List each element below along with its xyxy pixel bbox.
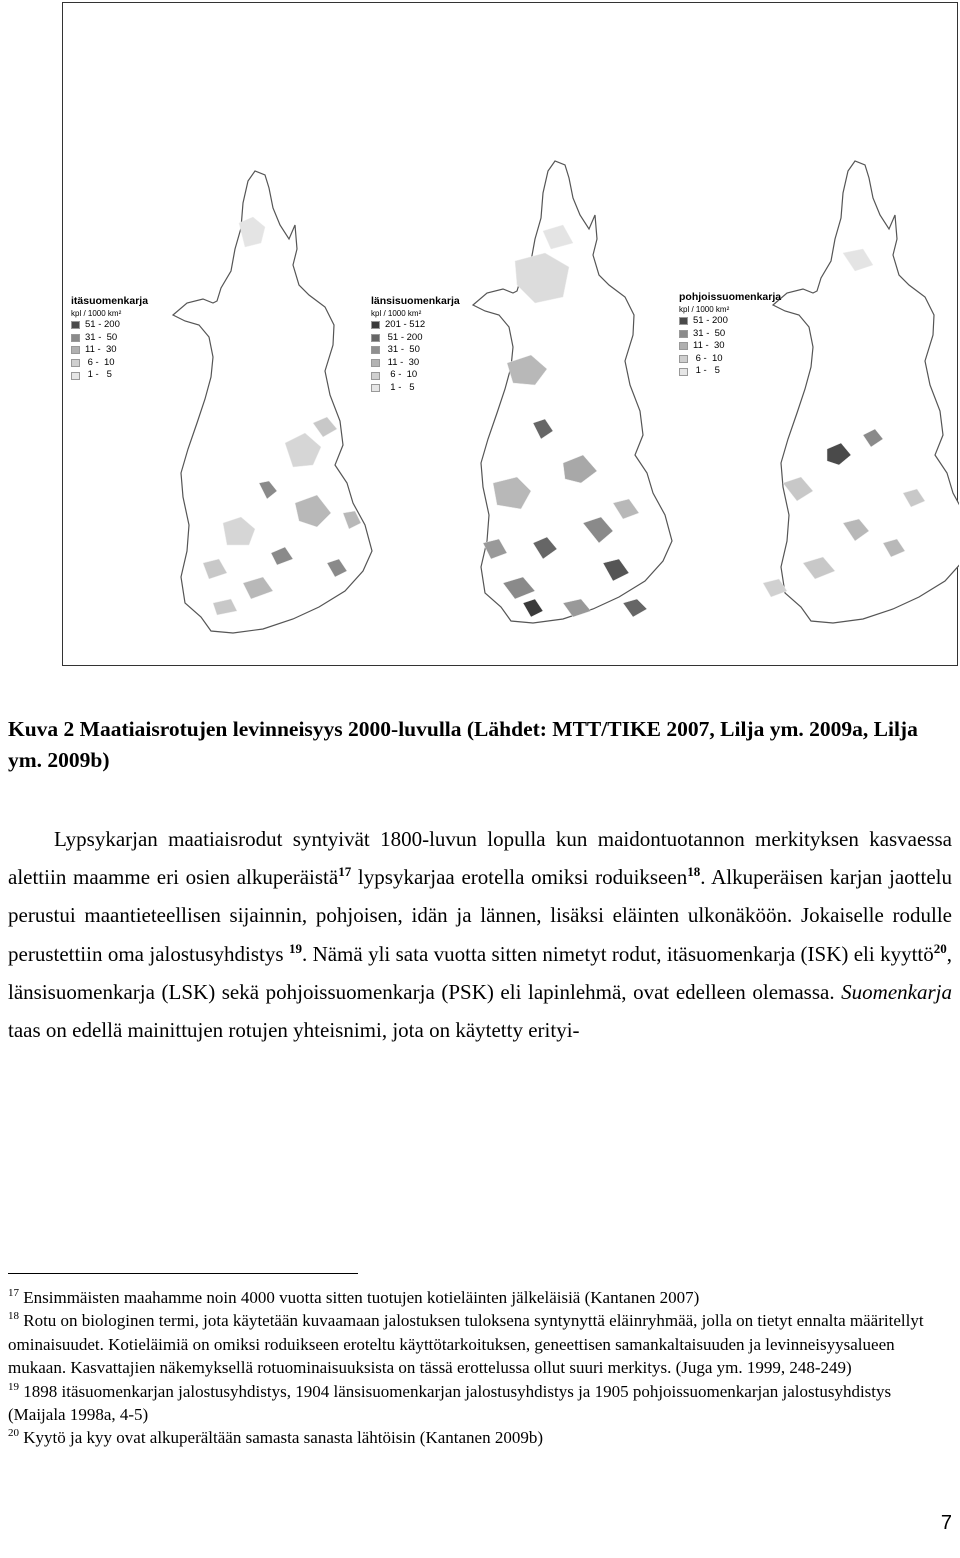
legend-class xyxy=(371,382,460,395)
footnotes xyxy=(8,1286,952,1450)
legend-class-label: 6 - 10 xyxy=(85,356,115,368)
legend-swatch xyxy=(679,330,688,338)
text-run: lypsykarjaa erotella omiksi roduikseen xyxy=(351,865,688,890)
legend-swatch xyxy=(371,372,380,380)
legend-unit: kpl / 1000 km² xyxy=(371,309,422,318)
distribution-maps-figure xyxy=(62,2,958,666)
legend-class-label: 11 - 30 xyxy=(693,340,725,352)
legend-title: pohjoissuomenkarja xyxy=(679,291,782,303)
legend-class xyxy=(71,357,148,370)
legend-class xyxy=(679,365,781,378)
legend-class-label: 6 - 10 xyxy=(385,369,418,381)
legend-swatch xyxy=(371,384,380,392)
legend-swatch xyxy=(71,346,80,354)
legend-swatch xyxy=(679,317,688,325)
footnote-ref: 17 xyxy=(338,864,352,880)
footnote-ref: 20 xyxy=(933,940,947,956)
footnote xyxy=(8,1380,952,1427)
footnote xyxy=(8,1426,952,1449)
legend-swatch xyxy=(371,334,380,342)
legend-class xyxy=(71,369,148,382)
legend-class xyxy=(679,328,781,341)
footnote-number: 18 xyxy=(8,1310,19,1323)
footnote xyxy=(8,1286,952,1309)
footnote-number: 17 xyxy=(8,1287,19,1299)
legend-class-label: 31 - 50 xyxy=(693,327,726,339)
legend-class-label: 31 - 50 xyxy=(85,331,118,343)
legend-class xyxy=(679,340,781,353)
legend-class-label: 51 - 200 xyxy=(385,331,423,343)
legend-swatch xyxy=(679,342,688,350)
footnote-text: 1898 itäsuomenkarjan jalostusyhdistys, 1904 länsisuomenkarjan jalostusyhdistys ja 1905 pohjoissuomenkarjan jalostusyhdistys (Maijala 1998a, 4-5) xyxy=(8,1381,892,1425)
legend-swatch xyxy=(371,346,380,354)
footnote-ref: 18 xyxy=(687,864,701,880)
figure-caption: Kuva 2 Maatiaisrotujen levinneisyys 2000-luvulla (Lähdet: MTT/TIKE 2007, Lilja ym. 2009a, Lilja ym. 2009b) xyxy=(8,717,918,772)
footnote-rule xyxy=(8,1273,358,1274)
legend-class-label: 201 - 512 xyxy=(385,319,426,330)
footnote-text: Rotu on biologinen termi, jota käytetään kuvaamaan jalostuksen tuloksena syntynyttä eläinryhmää, jolla on tietyt ennalta määritellyt ominaisuudet. Kotieläimiä on omiksi roduikseen eroteltu käyttötarkoituksen, geneettisen samankaltaisuuden ja levinneisyysalueen mukaan. Kasvattajien näkemyksellä rotuominaisuuksista on tässä erottelussa ollut suuri merkitys. (Juga ym. 1999, 248-249) xyxy=(8,1311,924,1378)
legend-class xyxy=(371,357,460,370)
map-lansisuomenkarja xyxy=(473,161,672,623)
legend-class-label: 51 - 200 xyxy=(693,315,728,326)
footnote xyxy=(8,1309,952,1379)
footnote-text: Kyytö ja kyy ovat alkuperältään samasta sanasta lähtöisin (Kantanen 2009b) xyxy=(23,1428,544,1448)
footnote-ref: 19 xyxy=(288,940,302,956)
text-run: Lypsykarjan maatiaisrodut syntyivät 1800-luvun lopulla kun maidontuotannon merkityksen kasvaessa alettiin maamme eri osien alkuperäistä xyxy=(8,827,952,890)
legend-title: länsisuomenkarja xyxy=(371,295,460,307)
legend-class-label: 51 - 200 xyxy=(85,319,120,330)
legend-class xyxy=(71,344,148,357)
legend-title: itäsuomenkarja xyxy=(71,295,149,307)
body-text xyxy=(8,820,952,1049)
legend-class xyxy=(371,344,460,357)
legend-lansisuomenkarja xyxy=(371,295,460,395)
page-number: 7 xyxy=(940,1512,952,1534)
legend-swatch xyxy=(679,355,688,363)
legend-class-label: 1 - 5 xyxy=(85,369,112,381)
legend-class xyxy=(679,353,781,366)
legend-pohjoissuomenkarja xyxy=(679,291,781,378)
legend-class xyxy=(71,319,148,332)
legend-swatch xyxy=(71,359,80,367)
legend-class-label: 31 - 50 xyxy=(385,344,420,356)
map-pohjoissuomenkarja xyxy=(763,161,959,623)
legend-class-label: 1 - 5 xyxy=(385,381,415,393)
legend-class xyxy=(71,332,148,345)
text-run: . Alkuperäisen karjan jaottelu perustui maantieteellisen sijainnin, pohjoisen, idän ja lännen, lisäksi eläinten ulkonäköön. Jokaiselle rodulle perustettiin oma jalostusyhdistys xyxy=(8,865,952,966)
legend-swatch xyxy=(71,334,80,342)
italic-term: Suomenkarja xyxy=(841,979,952,1004)
footnote-number: 19 xyxy=(8,1380,19,1393)
text-run: . Nämä yli sata vuotta sitten nimetyt rodut, itäsuomenkarja (ISK) eli kyyttö xyxy=(301,941,934,966)
finland-maps-svg xyxy=(63,3,959,667)
footnote-number: 20 xyxy=(8,1427,19,1440)
legend-swatch xyxy=(371,321,380,329)
legend-unit: kpl / 1000 km² xyxy=(71,309,122,318)
paragraph xyxy=(8,820,952,1049)
legend-class-label: 6 - 10 xyxy=(693,352,723,364)
legend-class xyxy=(371,369,460,382)
text-run: , länsisuomenkarja (LSK) sekä pohjoissuomenkarja (PSK) eli lapinlehmä, ovat edelleen olemassa. xyxy=(8,941,953,1004)
text-run: taas on edellä mainittujen rotujen yhteisnimi, jota on käytetty erityi- xyxy=(8,1018,580,1043)
legend-class xyxy=(679,315,781,328)
legend-class-label: 11 - 30 xyxy=(385,356,420,368)
legend-swatch xyxy=(71,372,80,380)
legend-swatch xyxy=(371,359,380,367)
legend-class-label: 1 - 5 xyxy=(693,365,720,377)
legend-class xyxy=(371,332,460,345)
footnote-text: Ensimmäisten maahamme noin 4000 vuotta sitten tuotujen kotieläinten jälkeläisiä (Kantanen 2007) xyxy=(23,1288,700,1307)
legend-itasuomenkarja xyxy=(71,295,148,382)
legend-swatch xyxy=(679,368,688,376)
legend-unit: kpl / 1000 km² xyxy=(679,305,730,314)
legend-class xyxy=(371,319,460,332)
legend-swatch xyxy=(71,321,80,329)
map-itasuomenkarja xyxy=(173,171,372,633)
legend-class-label: 11 - 30 xyxy=(85,344,117,356)
